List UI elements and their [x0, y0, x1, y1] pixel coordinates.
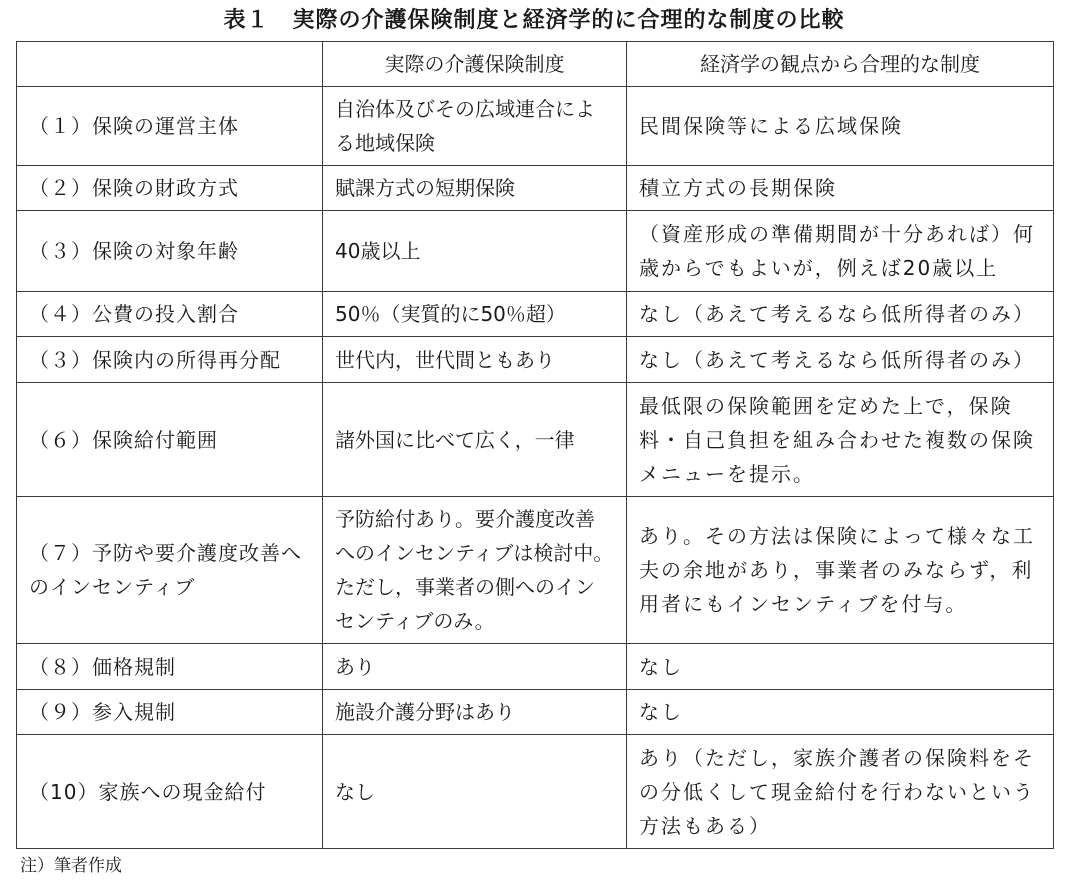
row-item: （３）保険の対象年齢 — [17, 211, 323, 292]
row-item: （４）公費の投入割合 — [17, 292, 323, 337]
header-rational-system: 経済学の観点から合理的な制度 — [627, 42, 1054, 87]
row-actual: 自治体及びその広域連合による地域保険 — [323, 87, 627, 166]
row-actual: あり — [323, 644, 627, 690]
table-row — [17, 383, 1054, 497]
row-actual: 50％（実質的に50％超） — [323, 292, 627, 337]
row-actual: 賦課方式の短期保険 — [323, 166, 627, 211]
row-rational: なし — [627, 690, 1054, 735]
row-rational: 最低限の保険範囲を定めた上で，保険料・自己負担を組み合わせた複数の保険メニューを提示。 — [627, 383, 1054, 497]
row-actual: 予防給付あり。要介護度改善へのインセンティブは検討中。ただし，事業者の側へのインセンティブのみ。 — [323, 497, 627, 644]
table-row — [17, 337, 1054, 383]
row-actual: 諸外国に比べて広く，一律 — [323, 383, 627, 497]
row-rational: あり。その方法は保険によって様々な工夫の余地があり，事業者のみならず，利用者にもインセンティブを付与。 — [627, 497, 1054, 644]
table-row — [17, 166, 1054, 211]
table-row — [17, 292, 1054, 337]
row-rational: なし（あえて考えるなら低所得者のみ） — [627, 292, 1054, 337]
row-item: （９）参入規制 — [17, 690, 323, 735]
row-rational: （資産形成の準備期間が十分あれば）何歳からでもよいが，例えば20歳以上 — [627, 211, 1054, 292]
row-actual: 40歳以上 — [323, 211, 627, 292]
table-row — [17, 497, 1054, 644]
row-item: （７）予防や要介護度改善へのインセンティブ — [17, 497, 323, 644]
row-item: （６）保険給付範囲 — [17, 383, 323, 497]
header-item — [17, 42, 323, 87]
row-item: （10）家族への現金給付 — [17, 735, 323, 849]
row-actual: なし — [323, 735, 627, 849]
row-rational: 積立方式の長期保険 — [627, 166, 1054, 211]
row-actual: 世代内，世代間ともあり — [323, 337, 627, 383]
row-item: （２）保険の財政方式 — [17, 166, 323, 211]
table-header-row — [17, 42, 1054, 87]
row-rational: なし（あえて考えるなら低所得者のみ） — [627, 337, 1054, 383]
row-item: （８）価格規制 — [17, 644, 323, 690]
table-row — [17, 644, 1054, 690]
header-actual-system: 実際の介護保険制度 — [323, 42, 627, 87]
table-row — [17, 211, 1054, 292]
comparison-table — [16, 41, 1054, 849]
table-title: 表１ 実際の介護保険制度と経済学的に合理的な制度の比較 — [223, 8, 845, 33]
row-rational: あり（ただし，家族介護者の保険料をその分低くして現金給付を行わないという方法もある） — [627, 735, 1054, 849]
row-rational: なし — [627, 644, 1054, 690]
row-actual: 施設介護分野はあり — [323, 690, 627, 735]
row-item: （３）保険内の所得再分配 — [17, 337, 323, 383]
row-rational: 民間保険等による広域保険 — [627, 87, 1054, 166]
row-item: （１）保険の運営主体 — [17, 87, 323, 166]
table-row — [17, 735, 1054, 849]
table-row — [17, 87, 1054, 166]
footnote: 注）筆者作成 — [20, 856, 122, 876]
table-row — [17, 690, 1054, 735]
